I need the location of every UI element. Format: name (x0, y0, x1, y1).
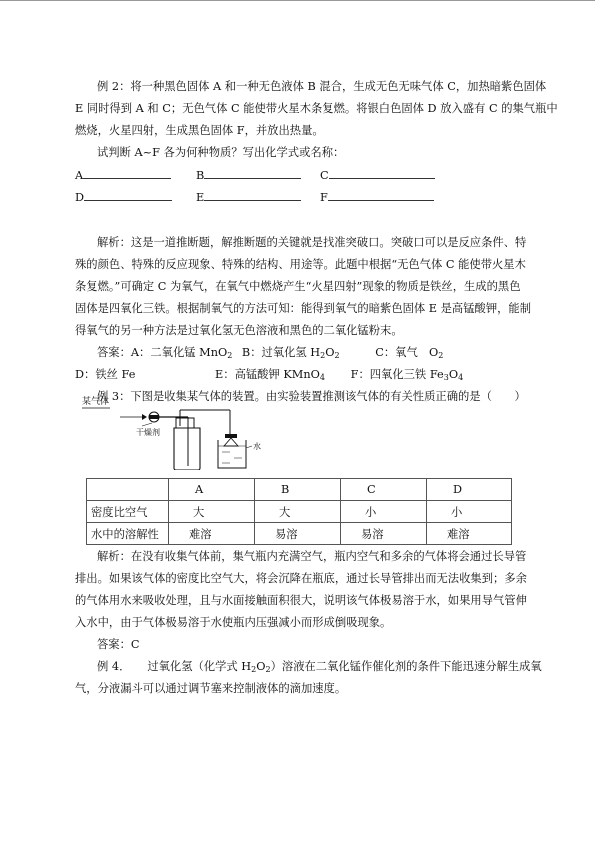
desiccant-label: 干燥剂 (136, 428, 160, 437)
blank-f: F (320, 187, 434, 210)
table-header-cell (87, 479, 169, 501)
ex2-answer-line1: 答案：A：二氧化锰 MnO$_2$ B：过氧化氢 $H_2O_2$ C：氧气 $O_2$ (97, 346, 444, 360)
ex3-analysis-3: 的气体用水来吸收处理，且与水面接触面积很大，说明该气体极易溶于水，如果用导气管伸 (75, 594, 527, 607)
table-cell: 大 (255, 501, 341, 523)
blank-c: C (320, 165, 435, 188)
table-header-row (87, 479, 512, 501)
table-cell: 小 (427, 501, 512, 523)
ex3-analysis-1: 解析：在没有收集气体前，集气瓶内充满空气，瓶内空气和多余的气体将会通过长导管 (97, 550, 527, 563)
blank-b: B (196, 165, 301, 188)
ex3-analysis-4: 入水中，由于气体极易溶于水使瓶内压强减小而形成倒吸现象。 (75, 616, 392, 629)
table-cell: 难溶 (427, 523, 512, 545)
table-cell: 小 (341, 501, 427, 523)
water-label: 水 (253, 442, 261, 451)
ex4-line1: 例 4． 过氧化氢（化学式 $H_2O_2$）溶液在二氧化锰作催化剂的条件下能迅速分解生成氧 (97, 660, 542, 674)
table-header-cell: D (427, 479, 512, 501)
ex3-answer: 答案：C (97, 638, 140, 651)
ex3-analysis-2: 排出。如果该气体的密度比空气大，将会沉降在瓶底，通过长导管排出而无法收集到；多余 (75, 572, 527, 585)
table-header-cell: C (341, 479, 427, 501)
blank-a: A (75, 165, 171, 188)
ex2-line2: E 同时得到 A 和 C；无色气体 C 能使带火星木条复燃。将银白色固体 D 放入盛有 C 的集气瓶中 (75, 102, 558, 115)
table-header-cell: B (255, 479, 341, 501)
ex3-question-text: 例 3：下图是收集某气体的装置。由实验装置推测该气体的有关性质正确的是（ ） (97, 390, 526, 403)
blank-d: D (75, 187, 172, 210)
table-cell: 密度比空气 (87, 501, 169, 523)
ex2-analysis-5: 得氧气的另一种方法是过氧化氢无色溶液和黑色的二氧化锰粉末。 (75, 324, 403, 337)
table-row (87, 523, 512, 545)
gas-collection-apparatus (80, 388, 280, 470)
ex2-line1: 例 2：将一种黑色固体 A 和一种无色液体 B 混合，生成无色无味气体 C，加热暗紫色固体 (97, 80, 547, 93)
ex2-analysis-3: 条复燃。”可确定 C 为氧气，在氧气中燃烧产生“火星四射”现象的物质是铁丝，生成的黑色 (75, 280, 521, 293)
ex2-line3: 燃烧，火星四射，生成黑色固体 F，并放出热量。 (75, 124, 324, 137)
table-cell: 易溶 (255, 523, 341, 545)
ex2-answer-line2: D：铁丝 Fe E：高锰酸钾 KMnO$_4$ F：四氧化三铁 $Fe_3O_4$ (75, 368, 464, 382)
table-row (87, 501, 512, 523)
ex2-analysis-1: 解析：这是一道推断题，解推断题的关键就是找准突破口。突破口可以是反应条件、特 (97, 236, 527, 249)
gas-label: 某气体 (82, 397, 110, 407)
table-header-cell: A (169, 479, 255, 501)
blank-e: E (196, 187, 301, 210)
ex2-question: 试判断 A~F 各为何种物质？写出化学式或名称： (97, 146, 345, 159)
table-cell: 水中的溶解性 (87, 523, 169, 545)
table-cell: 易溶 (341, 523, 427, 545)
ex2-analysis-4: 固体是四氧化三铁。根据制氧气的方法可知：能得到氧气的暗紫色固体 E 是高锰酸钾，能制 (75, 302, 532, 315)
gas-property-table (86, 478, 512, 545)
ex4-line2: 气，分液漏斗可以通过调节塞来控制液体的滴加速度。 (75, 682, 347, 695)
table-cell: 难溶 (169, 523, 255, 545)
top-rule (0, 0, 595, 1)
ex2-analysis-2: 殊的颜色、特殊的反应现象、特殊的结构、用途等。此题中根据“无色气体 C 能使带火星木 (75, 258, 526, 271)
table-cell: 大 (169, 501, 255, 523)
